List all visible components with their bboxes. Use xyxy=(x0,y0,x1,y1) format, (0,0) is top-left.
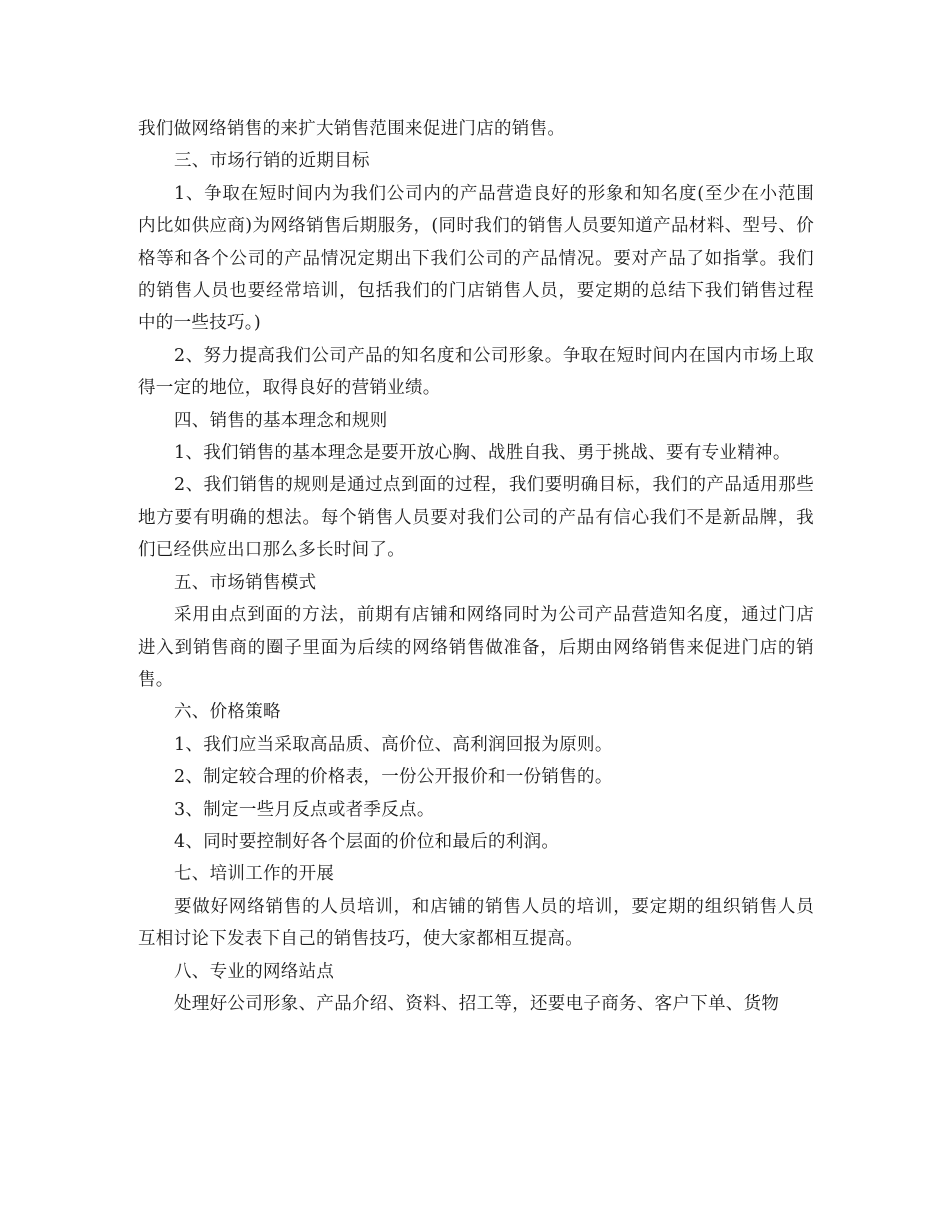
section-heading: 六、价格策略 xyxy=(174,702,281,723)
section-heading: 五、市场销售模式 xyxy=(174,572,317,593)
paragraph: 处理好公司形象、产品介绍、资料、招工等，还要电子商务、客户下单、货物 xyxy=(174,993,780,1014)
section-heading: 四、销售的基本理念和规则 xyxy=(174,410,388,431)
paragraph: 3、制定一些月反点或者季反点。 xyxy=(174,799,435,820)
paragraph: 1、我们应当采取高品质、高价位、高利润回报为原则。 xyxy=(174,734,613,755)
document-body xyxy=(138,113,814,1020)
paragraph: 1、我们销售的基本理念是要开放心胸、战胜自我、勇于挑战、要有专业精神。 xyxy=(174,443,791,464)
paragraph: 要做好网络销售的人员培训，和店铺的销售人员的培训，要定期的组织销售人员互相讨论下发表下自己的销售技巧，使大家都相互提高。 xyxy=(138,896,814,950)
paragraph: 2、我们销售的规则是通过点到面的过程，我们要明确目标，我们的产品适用那些地方要有明确的想法。每个销售人员要对我们公司的产品有信心我们不是新品牌，我们已经供应出口那么多长时间了。 xyxy=(138,475,814,561)
section-heading: 三、市场行销的近期目标 xyxy=(174,151,370,172)
paragraph: 4、同时要控制好各个层面的价位和最后的利润。 xyxy=(174,831,560,852)
paragraph: 采用由点到面的方法，前期有店铺和网络同时为公司产品营造知名度，通过门店进入到销售商的圈子里面为后续的网络销售做准备，后期由网络销售来促进门店的销售。 xyxy=(138,605,814,690)
paragraph: 1、争取在短时间内为我们公司内的产品营造良好的形象和知名度(至少在小范围内比如供应商)为网络销售后期服务，(同时我们的销售人员要知道产品材料、型号、价格等和各个公司的产品情况定期出下我们公司的产品情况。要对产品了如指掌。我们的销售人员也要经常培训，包括我们的门店销售人员，要定期的总结下我们销售过程中的一些技巧。) xyxy=(138,183,814,334)
section-heading: 七、培训工作的开展 xyxy=(174,864,335,885)
paragraph: 我们做网络销售的来扩大销售范围来促进门店的销售。 xyxy=(138,119,566,139)
paragraph: 2、努力提高我们公司产品的知名度和公司形象。争取在短时间内在国内市场上取得一定的地位，取得良好的营销业绩。 xyxy=(138,345,814,399)
paragraph: 2、制定较合理的价格表，一份公开报价和一份销售的。 xyxy=(174,767,613,788)
section-heading: 八、专业的网络站点 xyxy=(174,961,335,982)
